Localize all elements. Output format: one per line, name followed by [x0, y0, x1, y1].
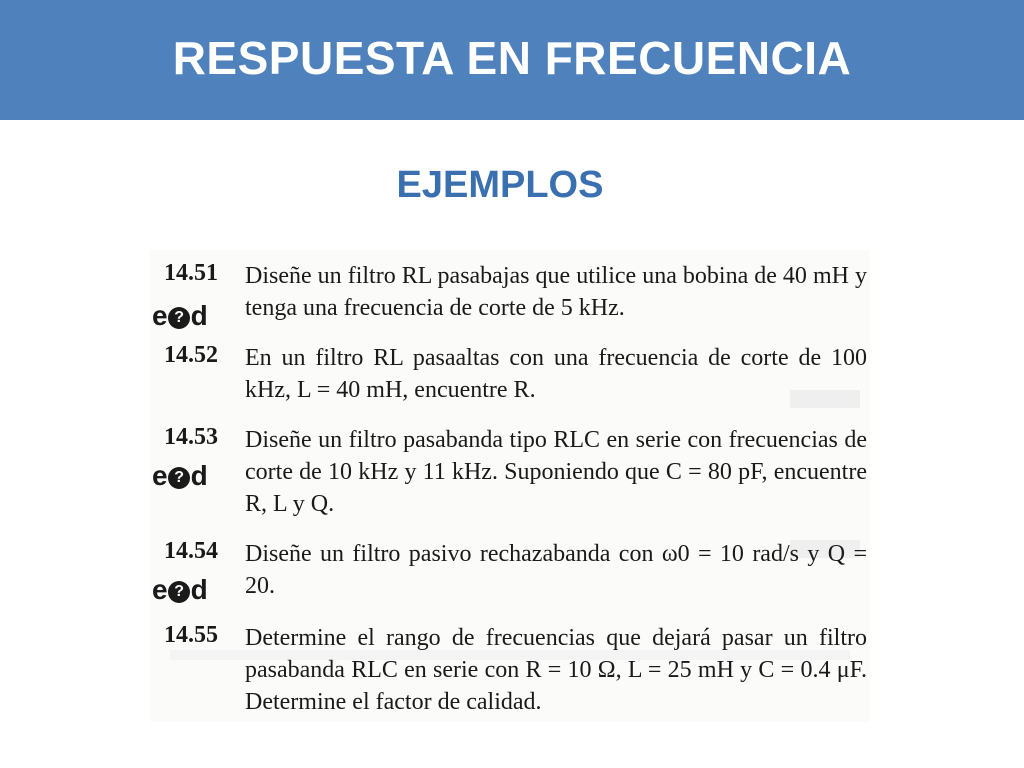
problem-number: 14.53: [164, 424, 218, 450]
problem-text: Diseñe un filtro pasivo rechazabanda con ω0 = 10 rad/s y Q = 20.: [245, 541, 867, 599]
ead-logo-icon: e ? d: [152, 300, 207, 331]
problem-text: Determine el rango de frecuencias que dejará pasar un filtro pasabanda RLC en serie con R = 10 Ω, L = 25 mH y C = 0.4 μF. Determine el factor de calidad.: [245, 625, 867, 715]
title-bar: [0, 0, 1024, 120]
slide-title: RESPUESTA EN FRECUENCIA: [172, 32, 852, 84]
problem-text: En un filtro RL pasaaltas con una frecuencia de corte de 100 kHz, L = 40 mH, encuentre R.: [245, 345, 867, 403]
problem-text: Diseñe un filtro RL pasabajas que utilice una bobina de 40 mH y tenga una frecuencia de corte de 5 kHz.: [245, 263, 867, 321]
problem-text: Diseñe un filtro pasabanda tipo RLC en serie con frecuencias de corte de 10 kHz y 11 kHz. Suponiendo que C = 80 pF, encuentre R, L y Q.: [245, 427, 867, 517]
problem-number: 14.54: [164, 538, 218, 564]
problem-number: 14.51: [164, 260, 218, 286]
problem-number: 14.52: [164, 342, 218, 368]
ead-logo-icon: e ? d: [152, 574, 207, 605]
ead-logo-icon: e ? d: [152, 460, 207, 491]
problem-number: 14.55: [164, 622, 218, 648]
scanned-problems: [150, 250, 870, 722]
slide-subtitle: EJEMPLOS: [396, 164, 604, 206]
